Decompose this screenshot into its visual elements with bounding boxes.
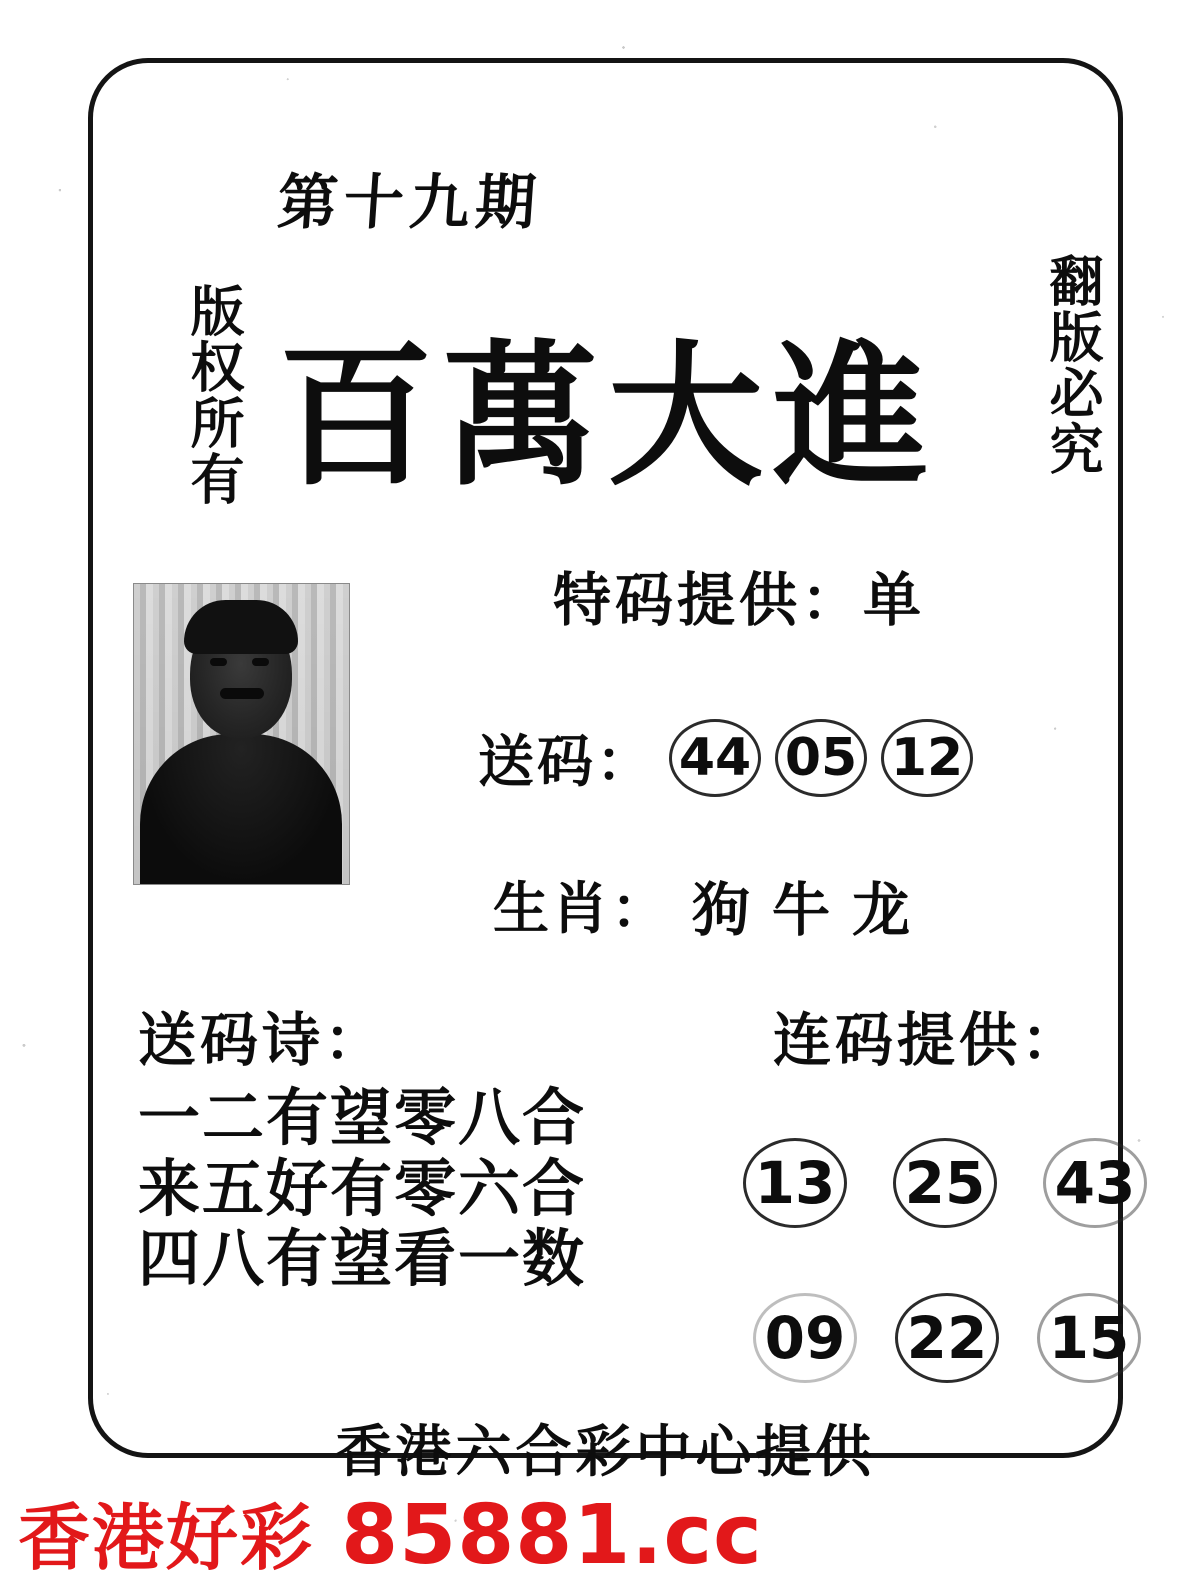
poem-title: 送码诗： (138, 1006, 387, 1074)
lianma-title: 连码提供： (773, 1006, 1084, 1074)
portrait-left-eye (210, 658, 227, 666)
portrait-hair-shape (184, 600, 298, 654)
lianma-row-1 (743, 1138, 1147, 1228)
copyright-right-vertical-text: 翻版必究 (1041, 253, 1104, 477)
special-code-line: 特码提供：单 (553, 566, 926, 634)
watermark-text: 香港好彩 (18, 1496, 342, 1580)
poem-block (138, 993, 586, 1295)
lianma-ball: 09 (753, 1293, 857, 1383)
portrait-photo (133, 583, 350, 885)
zodiac-animal: 牛 (772, 876, 831, 944)
issue-label: 第十九期 (275, 168, 545, 238)
zodiac-row (493, 863, 910, 947)
zodiac-animal: 狗 (692, 876, 751, 944)
copyright-left-vertical-text: 版权所有 (182, 283, 245, 507)
send-code-label: 送码： (478, 730, 655, 795)
watermark-number: 85881.cc (341, 1488, 763, 1583)
zodiac-animal: 龙 (852, 876, 911, 944)
footer-source-line: 香港六合彩中心提供 (335, 1420, 876, 1485)
zodiac-label: 生肖： (493, 877, 670, 942)
lianma-ball: 13 (743, 1138, 847, 1228)
portrait-mustache (220, 688, 264, 699)
portrait-right-eye (252, 658, 269, 666)
lianma-ball: 43 (1043, 1138, 1147, 1228)
lianma-row-2 (753, 1293, 1141, 1383)
send-code-ball: 12 (881, 719, 973, 797)
lianma-ball: 15 (1037, 1293, 1141, 1383)
lianma-ball: 25 (893, 1138, 997, 1228)
watermark (18, 1480, 763, 1584)
poster-card (88, 58, 1136, 1485)
poem-line: 四八有望看一数 (138, 1222, 587, 1296)
lianma-ball: 22 (895, 1293, 999, 1383)
poem-line: 一二有望零八合 (138, 1081, 587, 1154)
send-code-row (478, 718, 973, 798)
send-code-ball: 44 (669, 719, 761, 797)
poem-line: 来五好有零六合 (138, 1151, 587, 1225)
page-title: 百萬大進 (278, 324, 938, 507)
portrait-body-shape (140, 734, 342, 884)
send-code-ball: 05 (775, 719, 867, 797)
